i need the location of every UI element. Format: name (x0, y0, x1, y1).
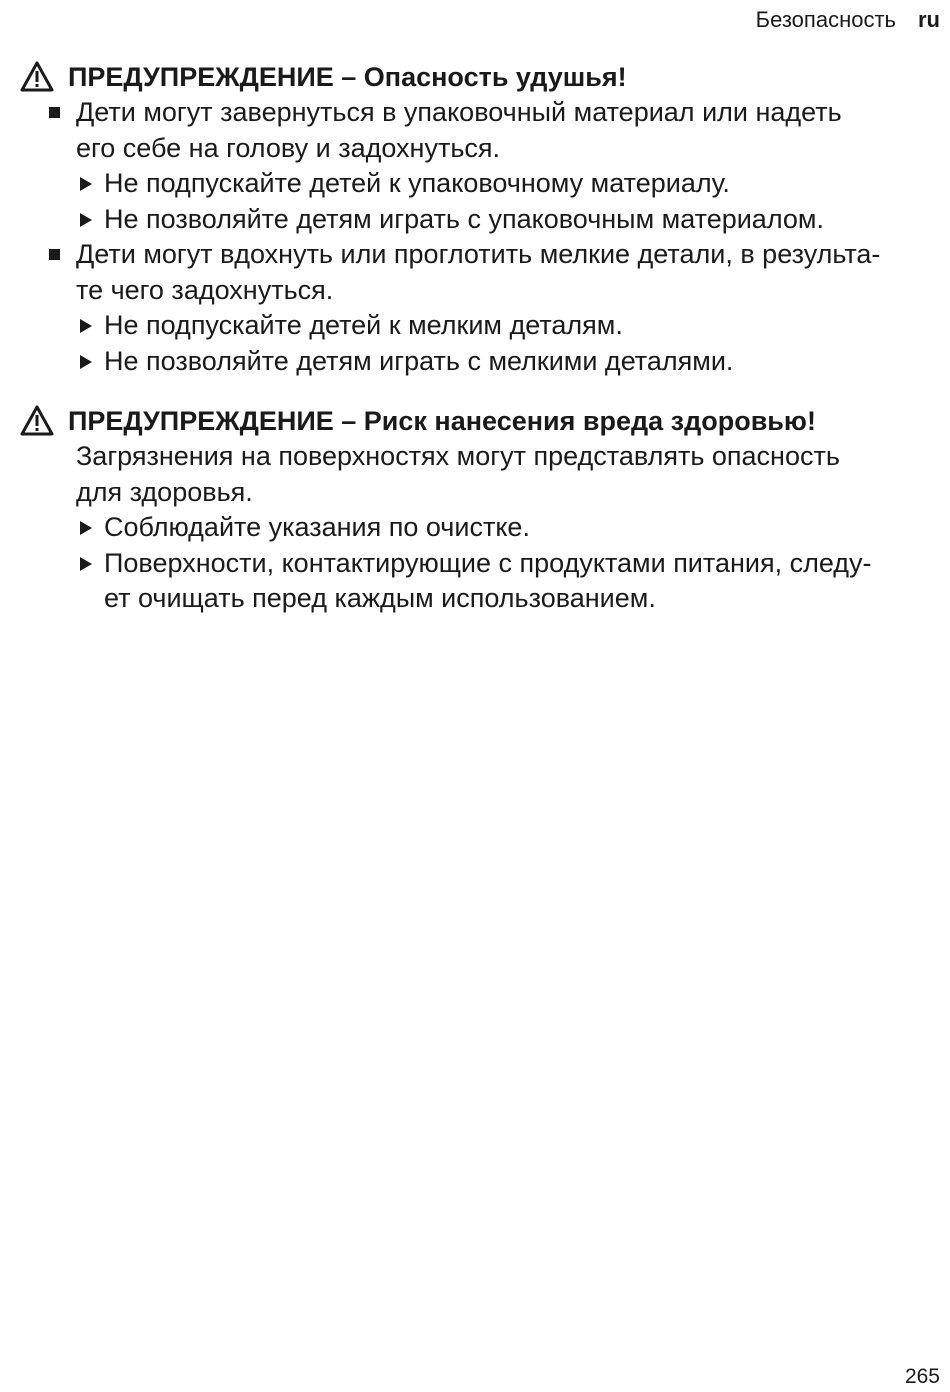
intro-line: для здоровья. (76, 476, 253, 507)
action-step (20, 166, 940, 202)
action-step (20, 308, 940, 344)
step-line: Соблюдайте указания по очистке. (104, 512, 530, 542)
action-step (20, 344, 940, 380)
play-arrow-icon (80, 557, 92, 571)
warning-triangle-icon (20, 61, 54, 92)
action-step (20, 202, 940, 238)
action-step (20, 510, 940, 546)
step-line: Не позволяйте детям играть с мелкими деталями. (104, 345, 734, 376)
step-line: Не позволяйте детям играть с упаковочным материалом. (104, 203, 824, 234)
square-bullet-icon (49, 249, 60, 260)
section-title: Безопасность (755, 7, 896, 32)
step-line: ет очищать перед каждым использованием. (104, 583, 656, 613)
play-arrow-icon (80, 319, 92, 333)
language-code: ru (918, 7, 940, 32)
warning-intro (20, 439, 940, 510)
page-header (756, 6, 940, 34)
list-item (20, 237, 940, 308)
step-line: Не подпускайте детей к упаковочному материалу. (104, 168, 730, 198)
step-line: Не подпускайте детей к мелким деталям. (104, 310, 623, 340)
warning-health-risk (20, 404, 940, 617)
square-bullet-icon (49, 107, 60, 118)
bullet-line: Дети могут вдохнуть или проглотить мелкие детали, в результа- (76, 239, 881, 269)
play-arrow-icon (80, 355, 92, 369)
bullet-line: те чего задохнуться. (76, 274, 334, 305)
step-line: Поверхности, контактирующие с продуктами питания, следу- (104, 547, 872, 578)
list-item (20, 95, 940, 166)
intro-line: Загрязнения на поверхностях могут представлять опасность (76, 441, 840, 471)
warning-title (20, 404, 940, 439)
warning-title-text: ПРЕДУПРЕЖДЕНИЕ – Опасность удушья! (68, 62, 627, 92)
warning-title-text: ПРЕДУПРЕЖДЕНИЕ – Риск нанесения вреда здоровью! (68, 406, 816, 436)
play-arrow-icon (80, 177, 92, 191)
warning-choking (20, 60, 940, 379)
warning-title (20, 60, 940, 95)
play-arrow-icon (80, 213, 92, 227)
play-arrow-icon (80, 521, 92, 535)
action-step (20, 546, 940, 617)
bullet-line: его себе на голову и задохнуться. (76, 132, 501, 163)
page-number: 265 (904, 1365, 940, 1388)
warning-triangle-icon (20, 405, 54, 436)
bullet-line: Дети могут завернуться в упаковочный материал или надеть (76, 97, 842, 127)
